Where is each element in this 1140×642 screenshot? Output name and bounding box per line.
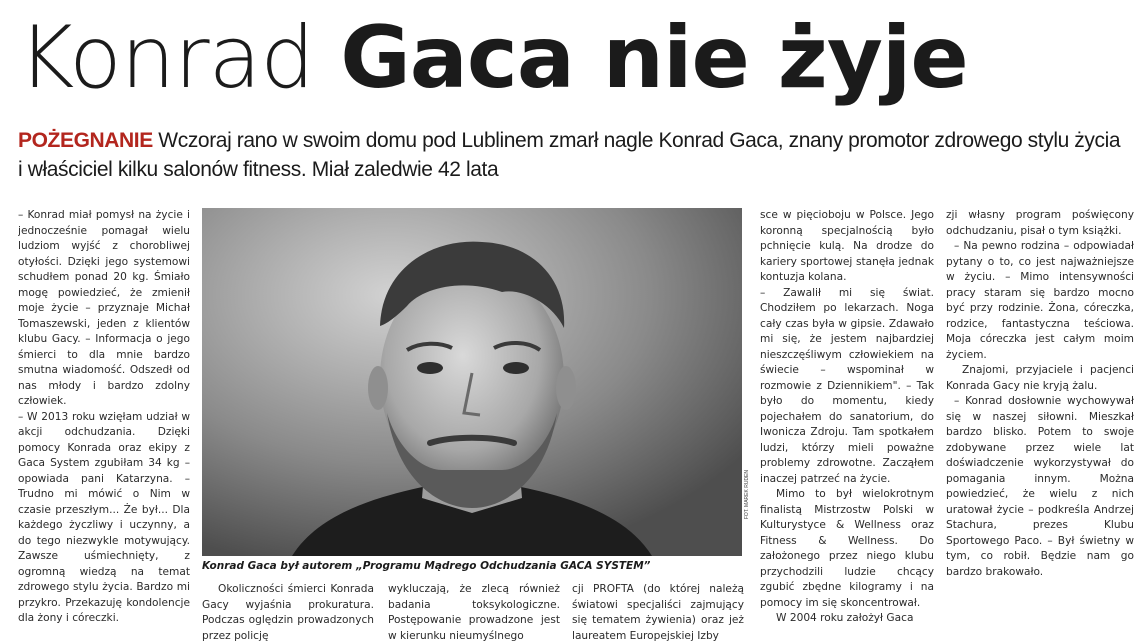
column-paragraph: – W 2013 roku wzięłam udział w akcji odchudzania. Dzięki pomocy Konrada oraz ekipy z Gaca System zgubiłam 34 kg – opowiada pani Katarzyna. – Trudno mi mówić o Nim w czasie przeszłym... Że był... Dla każdego życzliwy i uczynny, a do tego niezwykle motywujący. Zawsze uśmiechnięty, z ogromną wiedzą na temat zdrowego stylu życia. Bardzo mi przykro. Przekazuję kondolencje dla żony i córeczki. xyxy=(18,410,190,624)
column-paragraph: sce w pięcioboju w Polsce. Jego koronną specjalnością było pchnięcie kulą. Na drodze do kariery sportowej stanęła jednak kontuzja kolana. xyxy=(760,209,934,283)
column-paragraph: Mimo to był wielokrotnym finalistą Mistrzostw Polski w Kulturystyce & Wellness oraz Fitness & Wellness. Do założonego przez niego klubu przychodzili ludzie chcący zgubić zbędne kilogramy i na pomocy im się skoncentrował. xyxy=(760,488,934,609)
headline xyxy=(18,6,968,110)
lead-kicker: POŻEGNANIE xyxy=(18,129,153,152)
column-paragraph: – Konrad dosłownie wychowywał się w naszej siłowni. Mieszkał bardzo blisko. Potem to swoje zdobywane przez wiele lat doświadczenie wykorzystywał do pomagania innym. Można powiedzieć, że wielu z nich uratował życie – podkreśla Andrzej Stachura, prezes Klubu Sportowego Paco. – Był świetny w tym, co robił. Będzie nam go bardzo brakowało. xyxy=(946,395,1134,578)
lead-paragraph xyxy=(18,126,1128,184)
article-column-5 xyxy=(946,208,1134,641)
lead-text: Wczoraj rano w swoim domu pod Lublinem zmarł nagle Konrad Gaca, znany promotor zdrowego stylu życia i właściciel kilku salonów fitness. Miał zaledwie 42 lata xyxy=(18,129,1121,181)
column-paragraph: cji PROFTA (do której należą światowi specjaliści zajmujący się tematem żywienia) oraz jeż laureatem Europejskiej Izby xyxy=(572,583,744,642)
column-paragraph: wykluczają, że zlecą również badania toksykologiczne. Postępowanie prowadzone jest w kierunku nieumyślnego xyxy=(388,583,560,642)
headline-light: Konrad xyxy=(18,8,341,108)
portrait-illustration xyxy=(202,208,742,556)
column-paragraph: – Konrad miał pomysł na życie i jednocześnie pomagał wielu ludziom wyjść z chorobliwej otyłości. Dzięki jego systemowi schudłem ponad 20 kg. Śmiało mogę powiedzieć, że zmienił moje życie – przyznaje Michał Tomaszewski, jeden z klientów klubu Gacy. – Informacja o jego śmierci to dla mnie bardzo smutna wiadomość. Odszedł od nas młody i bardzo zdolny człowiek. xyxy=(18,209,190,407)
photo-caption: Konrad Gaca był autorem „Programu Mądrego Odchudzania GACA SYSTEM” xyxy=(202,560,651,572)
column-paragraph: – Zawalił mi się świat. Chodziłem po lekarzach. Noga cały czas była w gipsie. Zdawało mi się, że jestem najbardziej nieszczęśliwym człowiekiem na świecie – wspominał w rozmowie z Dziennikiem". – Tak było do momentu, kiedy pojechałem do sanatorium, do Iwonicza Zdroju. Tam spotkałem ludzi, którzy mieli poważne problemy zdrowotne. Zacząłem inaczej patrzeć na życie. xyxy=(760,286,934,485)
column-paragraph: Znajomi, przyjaciele i pacjenci Konrada Gacy nie kryją żalu. xyxy=(946,364,1134,392)
column-paragraph: W 2004 roku założył Gaca xyxy=(776,612,914,624)
article-column-4 xyxy=(760,208,934,641)
headline-bold: Gaca nie żyje xyxy=(340,8,968,108)
column-paragraph: zji własny program poświęcony odchudzaniu, pisał o tym książki. xyxy=(946,209,1134,237)
article-column-3b xyxy=(572,582,744,642)
article-column-2 xyxy=(202,582,374,642)
article-column-1 xyxy=(18,208,190,641)
article-column-3 xyxy=(388,582,560,642)
portrait-photo xyxy=(202,208,742,556)
photo-credit: FOT. MAREK RUDEN xyxy=(744,470,750,520)
column-paragraph: Okoliczności śmierci Konrada Gacy wyjaśnia prokuratura. Podczas oględzin prowadzonych przez policję xyxy=(202,583,374,642)
column-paragraph: – Na pewno rodzina – odpowiadał pytany o to, co jest najważniejsze w życiu. – Mimo intensywności pracy staram się bardzo mocno być przy rodzinie. Żona, córeczka, rodzice, fantastyczna teściowa. Moja córeczka jest całym moim życiem. xyxy=(946,240,1134,361)
